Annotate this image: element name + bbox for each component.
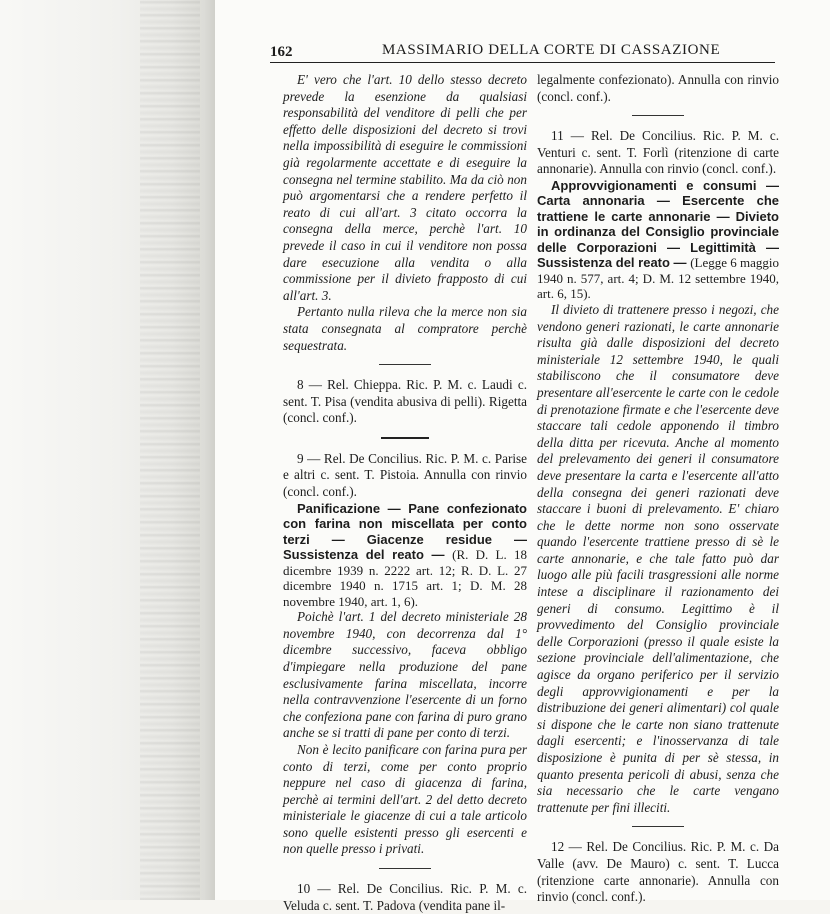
separator xyxy=(379,364,431,365)
separator xyxy=(632,826,684,827)
separator xyxy=(632,115,684,116)
heading-11 xyxy=(537,178,779,302)
left-column xyxy=(283,72,527,914)
journal-title: MASSIMARIO DELLA CORTE DI CASSAZIONE xyxy=(382,42,721,58)
heading-9 xyxy=(283,501,527,610)
page-number: 162 xyxy=(270,44,293,60)
separator xyxy=(381,437,429,439)
heading-9-title: Panificazione — Pane confezionato con farina non miscellata per conto terzi — Giacenze residue — Sussistenza del reato — xyxy=(283,500,527,563)
heading-9-refs: (R. D. L. 18 dicembre 1939 n. 2222 art. 12; R. D. L. 27 dicembre 1940 n. 1715 art. 1; D. M. 28 novembre 1940, art. 1, 6). xyxy=(283,547,527,609)
entry-12: 12 — Rel. De Concilius. Ric. P. M. c. Da Valle (avv. De Mauro) c. sent. T. Lucca (ritenzione carte annonarie). Annulla con rinvio (concl. conf.). xyxy=(537,839,779,905)
poiche-paragraph: Poichè l'art. 1 del decreto ministeriale 28 novembre 1940, con decorrenza dal 1° dicembre successivo, faceva obbligo d'impiegare nella produzione del pane esclusivamente farina miscellata, incorre nella contravvenzione l'esercente di un forno che confeziona pane con farina di puro grano anche se si tratti di pane per conto di terzi. xyxy=(283,609,527,741)
art10-paragraph: E' vero che l'art. 10 dello stesso decreto prevede la esenzione da qualsiasi responsabilità del venditore di pelli che per effetto delle disposizioni del decreto si trovi nella impossibilità di eseguire le commissioni già regolarmente accettate e di eseguire la consegna nel termine stabilito. Ma da ciò non può argomentarsi che a rendere perfetto il reato di cui all'art. 3 citato occorra la consegna della merce, perchè l'art. 10 prevede il caso in cui il venditore non possa dare esecuzione alla vendita o alla commissione per il divieto frapposto di cui all'art. 3. xyxy=(283,72,527,303)
entry-11: 11 — Rel. De Concilius. Ric. P. M. c. Venturi c. sent. T. Forlì (ritenzione di carte annonarie). Annulla con rinvio (concl. conf.). xyxy=(537,128,779,177)
heading-11-refs: (Legge 6 maggio 1940 n. 577, art. 4; D. M. 12 settembre 1940, art. 6, 15). xyxy=(537,255,779,302)
gutter-shadow xyxy=(140,0,200,900)
entry-10: 10 — Rel. De Concilius. Ric. P. M. c. Veluda c. sent. T. Padova (vendita pane il- xyxy=(283,881,527,913)
running-head xyxy=(270,40,775,63)
separator xyxy=(379,868,431,869)
entry-8: 8 — Rel. Chieppa. Ric. P. M. c. Laudi c. sent. T. Pisa (vendita abusiva di pelli). Rigetta (concl. conf.). xyxy=(283,377,527,426)
entry-9: 9 — Rel. De Concilius. Ric. P. M. c. Parise e altri c. sent. T. Pistoia. Annulla con rinvio (concl. conf.). xyxy=(283,450,527,500)
heading-11-title: Approvvigionamenti e consumi — Carta annonaria — Esercente che trattiene le carte annonarie — Divieto in ordinanza del Consiglio provinciale delle Corporazioni — Legittimità — Sussistenza del reato — xyxy=(537,177,779,271)
non-lecito-paragraph: Non è lecito panificare con farina pura per conto di terzi, come per conto proprio neppure nel caso di giacenza di farina, perchè ai termini dell'art. 2 del detto decreto ministeriale le giacenze di cui a tale articolo sono quelle esistenti presso gli esercenti e non quelle presso i privati. xyxy=(283,741,527,857)
pertanto-paragraph: Pertanto nulla rileva che la merce non sia stata consegnata al compratore perchè sequestrata. xyxy=(283,304,527,353)
entry-10-continued: legalmente confezionato). Annulla con rinvio (concl. conf.). xyxy=(537,72,779,104)
right-column xyxy=(537,72,779,906)
divieto-paragraph: Il divieto di trattenere presso i negozi, che vendono generi razionati, le carte annonarie risulta già dalle disposizioni del decreto ministeriale 12 settembre 1940, le quali stabiliscono che il consumatore deve presentare all'esercente le carte con le cedole di prenotazione firmate e che l'esercente deve staccare tali cedole apponendo il timbro della ditta per ricevuta. Anche al momento del prelevamento dei generi il consumatore deve presentare la carta e l'esercente all'atto della consegna dei generi razionati deve staccare i buoni di prelevamento. E' chiaro che le dette norme non sono osservate quando l'esercente trattiene presso di sè le carte annonarie, e che tale fatto può dar luogo alle più facili trasgressioni alle norme intese a disciplinare il razionamento dei generi di consumo. Legittimo è il provvedimento del Consiglio provinciale delle Corporazioni (presso il quale esiste la sezione provinciale dell'alimentazione, che agisce da organo periferico per il servizio degli approvvigionamenti e per la distribuzione dei generi alimentari) col quale si dispone che le carte non siano trattenute dagli esercenti; e l'inosservanza di tale disposizione è punita di per sè stessa, in quanto presenta pericoli di abusi, senza che sia necessario che le carte vengano trattenute per fini illeciti. xyxy=(537,301,779,815)
